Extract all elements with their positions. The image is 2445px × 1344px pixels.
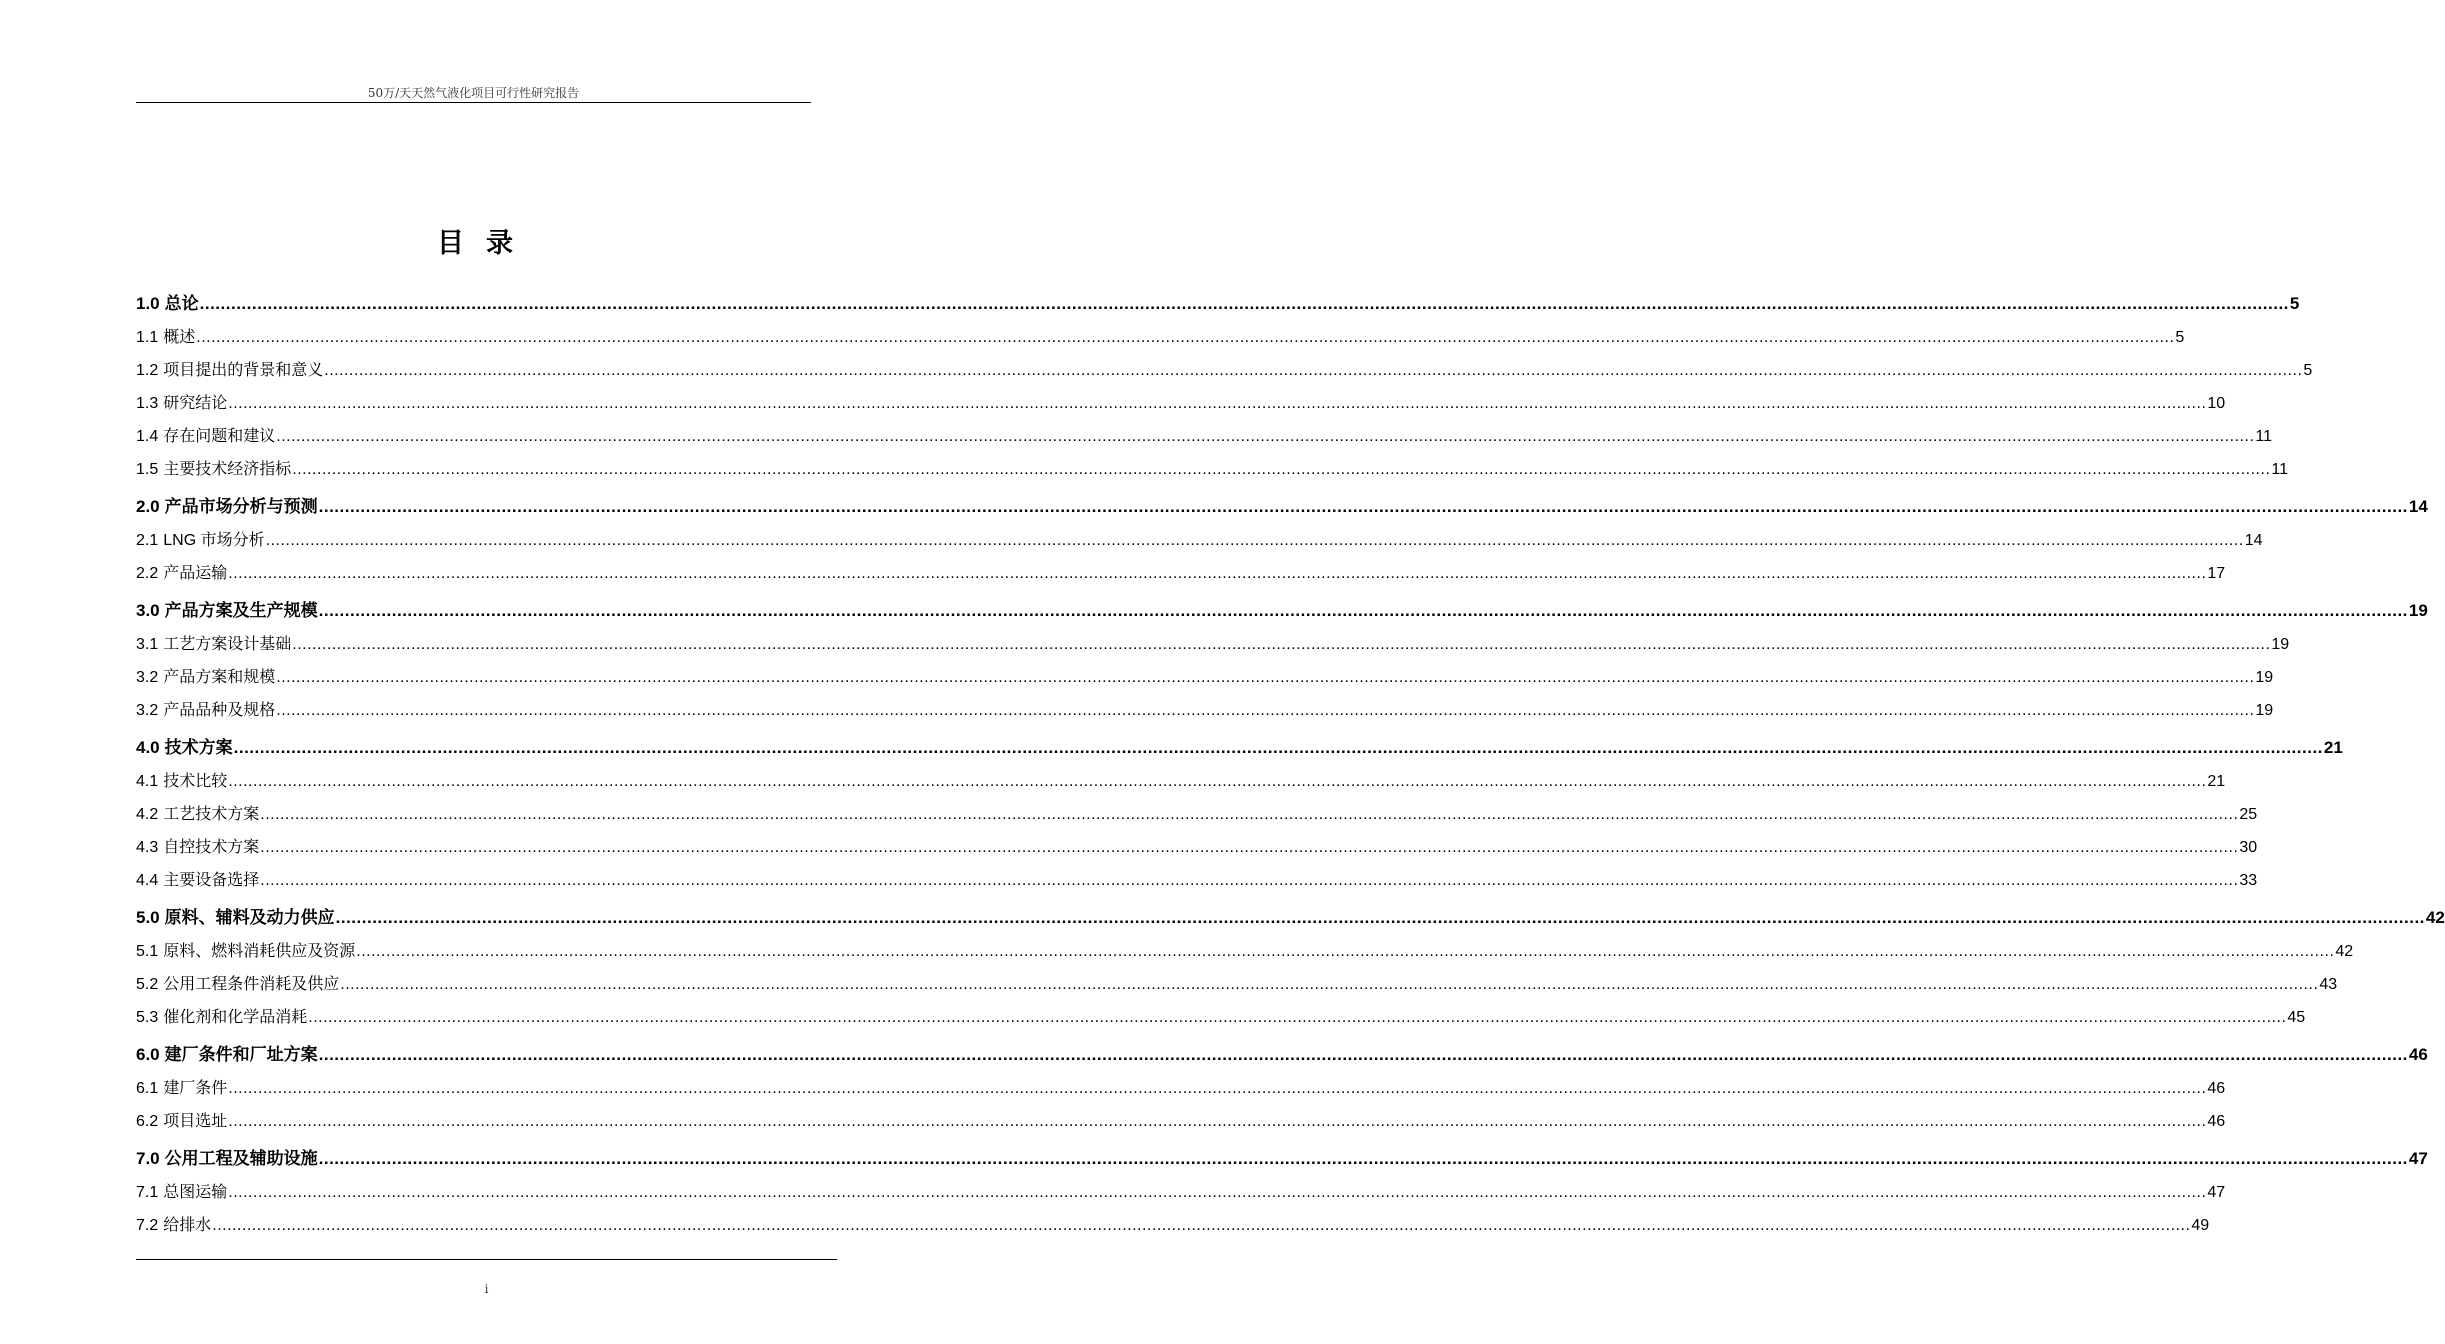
toc-entry-page: 46 <box>2408 1045 2428 1064</box>
toc-entry-page: 49 <box>2191 1217 2210 1234</box>
toc-dot-leader: ................................................................................................................................................................................................................................................................................................................................................................................................................ <box>340 976 2319 993</box>
toc-section-entry[interactable] <box>136 961 2338 994</box>
toc-section-entry[interactable] <box>136 758 2226 791</box>
toc-entry-page: 47 <box>2207 1184 2226 1201</box>
toc-entry-page: 14 <box>2244 532 2263 549</box>
toc-dot-leader: ................................................................................................................................................................................................................................................................................................................................................................................................................ <box>212 1217 2191 1234</box>
toc-entry-number: 1.0 <box>136 294 160 313</box>
toc-dot-leader: ................................................................................................................................................................................................................................................................................................................................................................................................................ <box>276 669 2255 686</box>
toc-entry-number: 7.0 <box>136 1149 160 1168</box>
toc-entry-label: 催化剂和化学品消耗 <box>163 1009 308 1026</box>
toc-entry-number: 3.0 <box>136 601 160 620</box>
toc-entry-label: 产品市场分析与预测 <box>164 497 318 516</box>
toc-entry-label: LNG 市场分析 <box>163 532 265 549</box>
toc-dot-leader: ................................................................................................................................................................................................................................................................................................................................................................................................................ <box>276 428 2255 445</box>
toc-entry-label: 公用工程及辅助设施 <box>164 1149 318 1168</box>
toc-entry-label: 建厂条件 <box>163 1080 228 1097</box>
toc-entry-page: 19 <box>2271 636 2290 653</box>
toc-dot-leader: ................................................................................................................................................................................................................................................................................................................................................................................................................ <box>318 1149 2408 1168</box>
toc-entry-page: 11 <box>2271 461 2288 478</box>
footer-divider <box>136 1259 837 1260</box>
toc-entry-number: 1.1 <box>136 329 159 346</box>
toc-entry-label: 主要设备选择 <box>163 872 260 889</box>
toc-entry-page: 25 <box>2239 806 2258 823</box>
toc-section-entry[interactable] <box>136 347 2313 380</box>
toc-entry-label: 产品品种及规格 <box>163 702 276 719</box>
toc-entry-number: 3.2 <box>136 669 159 686</box>
toc-dot-leader: ................................................................................................................................................................................................................................................................................................................................................................................................................ <box>228 773 2207 790</box>
toc-entry-page: 11 <box>2255 428 2272 445</box>
toc-section-entry[interactable] <box>136 380 2226 413</box>
toc-entry-page: 19 <box>2255 702 2274 719</box>
toc-entry-label: 自控技术方案 <box>163 839 260 856</box>
toc-entry-number: 5.1 <box>136 943 159 960</box>
toc-entry-page: 14 <box>2408 497 2428 516</box>
toc-entry-page: 42 <box>2335 943 2354 960</box>
toc-entry-page: 46 <box>2207 1113 2226 1130</box>
toc-section-entry[interactable] <box>136 994 2306 1027</box>
toc-entry-label: 总论 <box>164 294 199 313</box>
toc-entry-label: 原料、辅料及动力供应 <box>164 908 335 927</box>
toc-entry-number: 3.1 <box>136 636 159 653</box>
toc-dot-leader: ................................................................................................................................................................................................................................................................................................................................................................................................................ <box>260 872 2239 889</box>
toc-chapter-entry[interactable] <box>136 720 2343 758</box>
running-header: 50万/天天然气液化项目可行性研究报告 <box>367 86 580 100</box>
toc-entry-page: 43 <box>2319 976 2338 993</box>
toc-entry-label: 工艺方案设计基础 <box>163 636 292 653</box>
toc-dot-leader: ................................................................................................................................................................................................................................................................................................................................................................................................................ <box>318 1045 2408 1064</box>
toc-entry-number: 5.0 <box>136 908 160 927</box>
toc-section-entry[interactable] <box>136 824 2258 857</box>
toc-entry-number: 6.1 <box>136 1080 159 1097</box>
toc-entry-page: 19 <box>2408 601 2428 620</box>
toc-entry-label: 项目提出的背景和意义 <box>163 362 324 379</box>
toc-section-entry[interactable] <box>136 654 2274 687</box>
toc-entry-number: 4.0 <box>136 738 160 757</box>
toc-section-entry[interactable] <box>136 446 2288 479</box>
header-divider <box>136 102 811 103</box>
toc-section-entry[interactable] <box>136 550 2226 583</box>
toc-dot-leader: ................................................................................................................................................................................................................................................................................................................................................................................................................ <box>199 294 2289 313</box>
toc-section-entry[interactable] <box>136 517 2263 550</box>
toc-dot-leader: ................................................................................................................................................................................................................................................................................................................................................................................................................ <box>276 702 2255 719</box>
toc-entry-number: 4.2 <box>136 806 159 823</box>
toc-entry-page: 47 <box>2408 1149 2428 1168</box>
toc-entry-page: 42 <box>2425 908 2445 927</box>
toc-dot-leader: ................................................................................................................................................................................................................................................................................................................................................................................................................ <box>324 362 2303 379</box>
toc-entry-page: 21 <box>2323 738 2343 757</box>
toc-entry-number: 1.3 <box>136 395 159 412</box>
toc-entry-label: 工艺技术方案 <box>163 806 260 823</box>
toc-dot-leader: ................................................................................................................................................................................................................................................................................................................................................................................................................ <box>292 636 2271 653</box>
toc-entry-label: 给排水 <box>163 1217 212 1234</box>
toc-section-entry[interactable] <box>136 1065 2226 1098</box>
toc-dot-leader: ................................................................................................................................................................................................................................................................................................................................................................................................................ <box>233 738 2323 757</box>
toc-entry-number: 1.2 <box>136 362 159 379</box>
toc-entry-page: 33 <box>2239 872 2258 889</box>
toc-entry-number: 2.0 <box>136 497 160 516</box>
toc-entry-page: 46 <box>2207 1080 2226 1097</box>
toc-section-entry[interactable] <box>136 314 2185 347</box>
toc-entry-number: 5.2 <box>136 976 159 993</box>
toc-entry-number: 3.2 <box>136 702 159 719</box>
toc-dot-leader: ................................................................................................................................................................................................................................................................................................................................................................................................................ <box>228 1184 2207 1201</box>
toc-dot-leader: ................................................................................................................................................................................................................................................................................................................................................................................................................ <box>265 532 2244 549</box>
toc-dot-leader: ................................................................................................................................................................................................................................................................................................................................................................................................................ <box>260 839 2239 856</box>
toc-entry-page: 5 <box>2175 329 2185 346</box>
toc-entry-page: 5 <box>2289 294 2300 313</box>
toc-entry-label: 存在问题和建议 <box>163 428 276 445</box>
toc-section-entry[interactable] <box>136 1169 2226 1202</box>
toc-chapter-entry[interactable] <box>136 1027 2428 1065</box>
toc-entry-number: 6.2 <box>136 1113 159 1130</box>
toc-section-entry[interactable] <box>136 413 2272 446</box>
toc-entry-label: 技术比较 <box>163 773 228 790</box>
toc-chapter-entry[interactable] <box>136 276 2300 314</box>
page-number: i <box>484 1282 489 1296</box>
toc-entry-page: 21 <box>2207 773 2226 790</box>
toc-chapter-entry[interactable] <box>136 479 2428 517</box>
toc-entry-number: 7.1 <box>136 1184 159 1201</box>
toc-section-entry[interactable] <box>136 1202 2210 1235</box>
toc-section-entry[interactable] <box>136 791 2258 824</box>
toc-dot-leader: ................................................................................................................................................................................................................................................................................................................................................................................................................ <box>318 497 2408 516</box>
toc-chapter-entry[interactable] <box>136 1131 2428 1169</box>
toc-dot-leader: ................................................................................................................................................................................................................................................................................................................................................................................................................ <box>308 1009 2287 1026</box>
toc-title: 目录 <box>437 228 535 259</box>
toc-entry-number: 7.2 <box>136 1217 159 1234</box>
toc-section-entry[interactable] <box>136 857 2258 890</box>
toc-section-entry[interactable] <box>136 687 2274 720</box>
toc-entry-label: 公用工程条件消耗及供应 <box>163 976 340 993</box>
toc-entry-number: 4.3 <box>136 839 159 856</box>
toc-entry-page: 10 <box>2207 395 2226 412</box>
toc-entry-page: 17 <box>2207 565 2226 582</box>
toc-dot-leader: ................................................................................................................................................................................................................................................................................................................................................................................................................ <box>318 601 2408 620</box>
toc-entry-label: 产品方案和规模 <box>163 669 276 686</box>
toc-dot-leader: ................................................................................................................................................................................................................................................................................................................................................................................................................ <box>228 1080 2207 1097</box>
toc-entry-label: 研究结论 <box>163 395 228 412</box>
toc-dot-leader: ................................................................................................................................................................................................................................................................................................................................................................................................................ <box>335 908 2425 927</box>
toc-entry-page: 30 <box>2239 839 2258 856</box>
toc-entry-label: 产品方案及生产规模 <box>164 601 318 620</box>
toc-chapter-entry[interactable] <box>136 890 2445 928</box>
toc-entry-label: 项目选址 <box>163 1113 228 1130</box>
toc-section-entry[interactable] <box>136 928 2354 961</box>
toc-entry-label: 主要技术经济指标 <box>163 461 292 478</box>
toc-entry-page: 45 <box>2287 1009 2306 1026</box>
toc-entry-number: 1.5 <box>136 461 159 478</box>
toc-dot-leader: ................................................................................................................................................................................................................................................................................................................................................................................................................ <box>228 395 2207 412</box>
toc-entry-number: 5.3 <box>136 1009 159 1026</box>
toc-entry-page: 5 <box>2303 362 2313 379</box>
toc-entry-label: 概述 <box>163 329 196 346</box>
toc-dot-leader: ................................................................................................................................................................................................................................................................................................................................................................................................................ <box>356 943 2335 960</box>
toc-dot-leader: ................................................................................................................................................................................................................................................................................................................................................................................................................ <box>292 461 2271 478</box>
toc-entry-label: 原料、燃料消耗供应及资源 <box>163 943 356 960</box>
toc-dot-leader: ................................................................................................................................................................................................................................................................................................................................................................................................................ <box>228 1113 2207 1130</box>
toc-entry-label: 建厂条件和厂址方案 <box>164 1045 318 1064</box>
toc-chapter-entry[interactable] <box>136 583 2428 621</box>
toc-dot-leader: ................................................................................................................................................................................................................................................................................................................................................................................................................ <box>228 565 2207 582</box>
toc-dot-leader: ................................................................................................................................................................................................................................................................................................................................................................................................................ <box>260 806 2239 823</box>
toc-entry-number: 1.4 <box>136 428 159 445</box>
toc-entry-page: 19 <box>2255 669 2274 686</box>
toc-entry-number: 2.2 <box>136 565 159 582</box>
toc-section-entry[interactable] <box>136 621 2290 654</box>
toc-entry-number: 6.0 <box>136 1045 160 1064</box>
toc-entry-label: 总图运输 <box>163 1184 228 1201</box>
toc-entry-number: 4.4 <box>136 872 159 889</box>
toc-section-entry[interactable] <box>136 1098 2226 1131</box>
table-of-contents <box>136 276 2445 1235</box>
toc-entry-label: 技术方案 <box>164 738 233 757</box>
toc-entry-number: 4.1 <box>136 773 159 790</box>
toc-entry-number: 2.1 <box>136 532 159 549</box>
toc-entry-label: 产品运输 <box>163 565 228 582</box>
toc-dot-leader: ................................................................................................................................................................................................................................................................................................................................................................................................................ <box>196 329 2175 346</box>
